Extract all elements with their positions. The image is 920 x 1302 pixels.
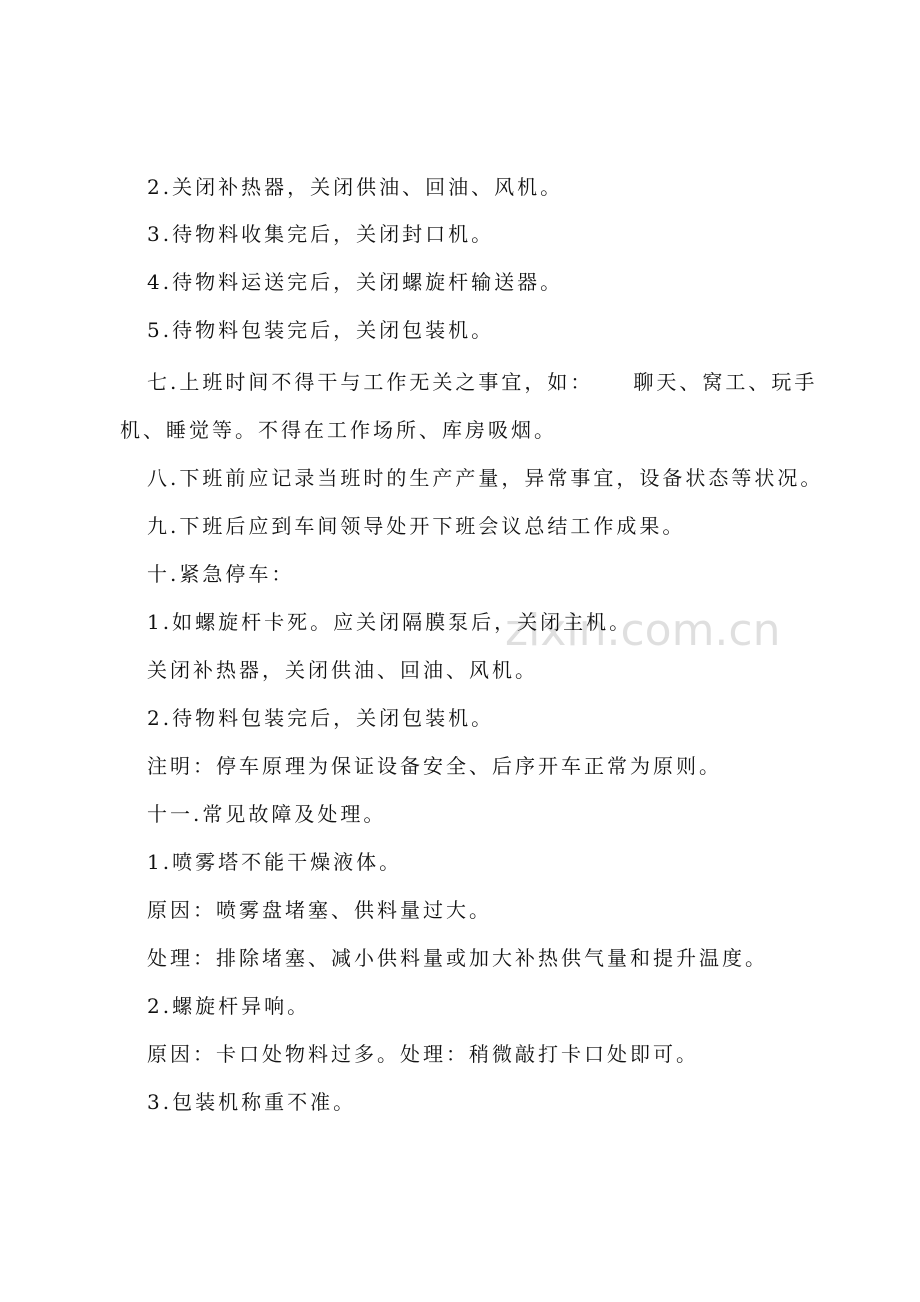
text-line-14: 十一.常见故障及处理。 <box>147 802 387 826</box>
text-line-1: 2.关闭补热器，关闭供油、回油、风机。 <box>147 175 564 199</box>
text-line-13: 注明：停车原理为保证设备安全、后序开车正常为原则。 <box>147 754 722 778</box>
watermark-logo: zixin.com.cn <box>505 605 781 656</box>
text-line-20: 3.包装机称重不准。 <box>147 1090 357 1114</box>
text-line-19: 原因：卡口处物料过多。处理：稍微敲打卡口处即可。 <box>147 1042 699 1066</box>
text-line-9: 十.紧急停车： <box>147 562 295 586</box>
text-line-18: 2.螺旋杆异响。 <box>147 994 311 1018</box>
text-line-5-part-2: 聊天、窝工、玩手 <box>633 370 818 394</box>
text-line-7: 八.下班前应记录当班时的生产产量，异常事宜，设备状态等状况。 <box>147 466 824 490</box>
text-line-5 <box>147 370 817 394</box>
text-line-11: 关闭补热器，关闭供油、回油、风机。 <box>147 658 538 682</box>
text-line-6: 机、睡觉等。不得在工作场所、库房吸烟。 <box>120 418 557 442</box>
text-line-17: 处理：排除堵塞、减小供料量或加大补热供气量和提升温度。 <box>147 946 768 970</box>
text-line-12: 2.待物料包装完后，关闭包装机。 <box>147 706 495 730</box>
text-line-16: 原因：喷雾盘堵塞、供料量过大。 <box>147 898 492 922</box>
text-line-15: 1.喷雾塔不能干燥液体。 <box>147 850 403 874</box>
text-line-5-part-1: 七.上班时间不得干与工作无关之事宜，如： <box>147 370 594 394</box>
text-line-8: 九.下班后应到车间领导处开下班会议总结工作成果。 <box>147 514 686 538</box>
text-line-2: 3.待物料收集完后，关闭封口机。 <box>147 222 495 246</box>
text-line-10: 1.如螺旋杆卡死。应关闭隔膜泵后，关闭主机。 <box>147 610 633 634</box>
text-line-4: 5.待物料包装完后，关闭包装机。 <box>147 318 495 342</box>
text-line-3: 4.待物料运送完后，关闭螺旋杆输送器。 <box>147 270 564 294</box>
